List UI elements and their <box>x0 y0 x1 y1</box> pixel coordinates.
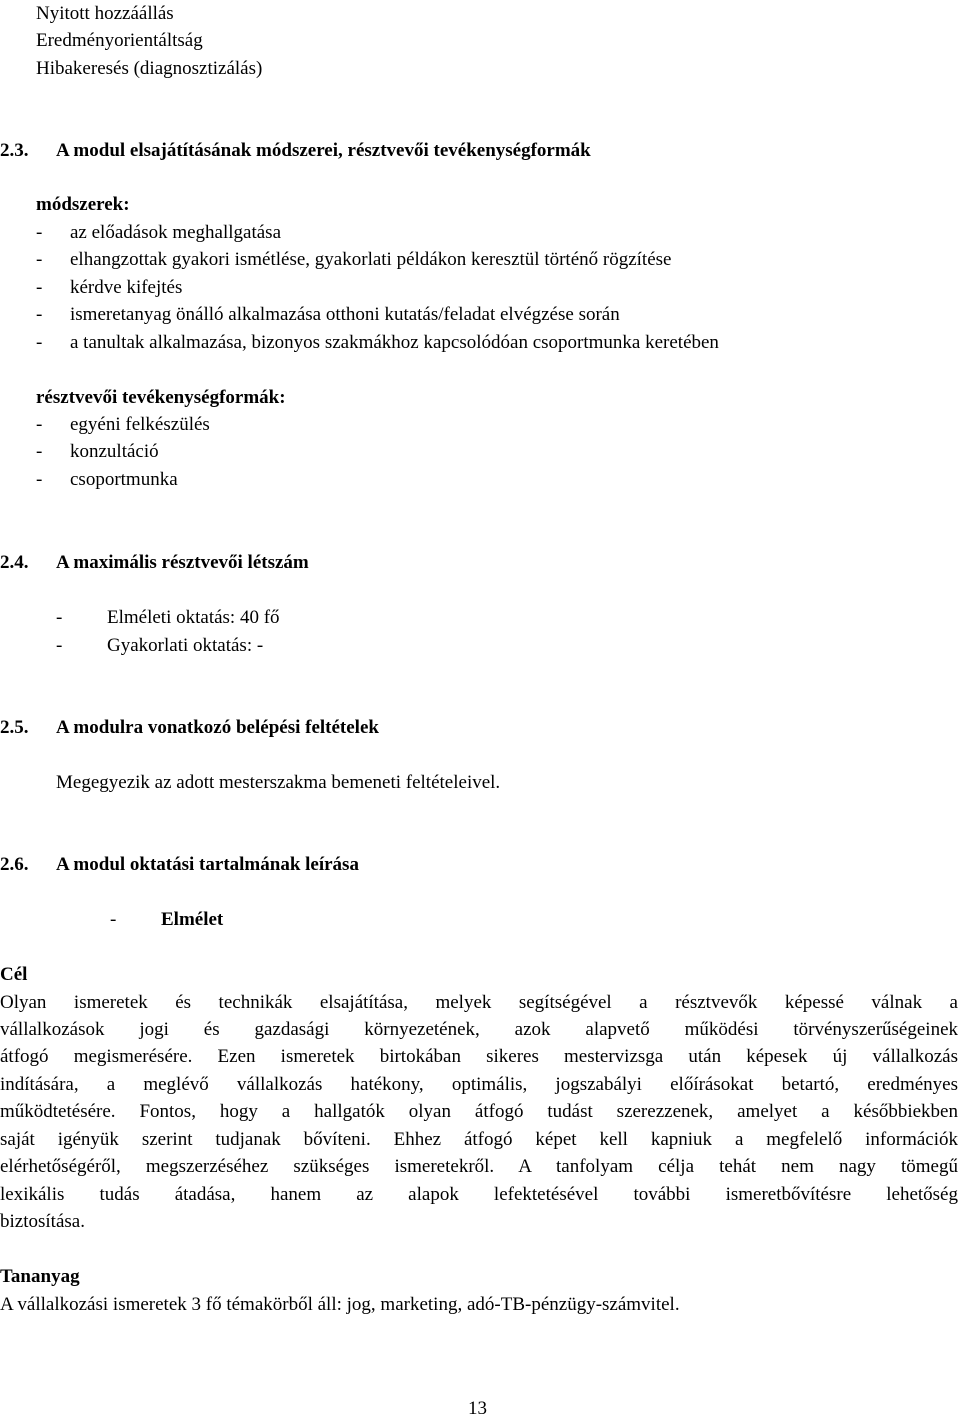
section-2-4-number: 2.4. <box>0 552 29 573</box>
list-item: - egyéni felkészülés <box>36 414 210 435</box>
cel-line: működtetésére. Fontos, hogy a hallgatók olyan átfogó tudást szerezzenek, amelyet a későbbiekben <box>0 1101 958 1122</box>
cel-line: lexikális tudás átadása, hanem az alapok lefektetésével további ismeretbővítésre lehetőség <box>0 1184 958 1205</box>
cel-line: indítására, a meglévő vállalkozás hatékony, optimális, jogszabályi előírásokat betartó, eredményes <box>0 1074 958 1095</box>
section-2-5-title: A modulra vonatkozó belépési feltételek <box>56 717 379 738</box>
top-line-2: Eredményorientáltság <box>36 30 203 51</box>
section-2-3-title: A modul elsajátításának módszerei, résztvevői tevékenységformák <box>56 140 591 161</box>
list-item: - ismeretanyag önálló alkalmazása otthoni kutatás/feladat elvégzése során <box>36 304 620 325</box>
list-item: - Gyakorlati oktatás: - <box>56 635 264 656</box>
section-2-5-text: Megegyezik az adott mesterszakma bemeneti feltételeivel. <box>56 772 501 793</box>
list-item: - elhangzottak gyakori ismétlése, gyakorlati példákon keresztül történő rögzítése <box>36 249 672 270</box>
list-item: - az előadások meghallgatása <box>36 222 282 243</box>
methods-heading: módszerek: <box>36 194 130 215</box>
cel-line: Olyan ismeretek és technikák elsajátítása, melyek segítségével a résztvevők képessé válnak a <box>0 992 958 1013</box>
cel-line: vállalkozások jogi és gazdasági környezetének, azok alapvető működési törvényszerűségeinek <box>0 1019 958 1040</box>
section-2-3-number: 2.3. <box>0 140 29 161</box>
cel-line: saját igényük szerint tudjanak bővíteni. Ehhez átfogó képet kell kapniuk a megfelelő információk <box>0 1129 958 1150</box>
forms-heading: résztvevői tevékenységformák: <box>36 387 286 408</box>
section-2-5-number: 2.5. <box>0 717 29 738</box>
tananyag-heading: Tananyag <box>0 1266 80 1287</box>
list-item: - Elméleti oktatás: 40 fő <box>56 607 280 628</box>
top-line-3: Hibakeresés (diagnosztizálás) <box>36 58 263 79</box>
list-item: - kérdve kifejtés <box>36 277 183 298</box>
list-item: - csoportmunka <box>36 469 178 490</box>
cel-line: átfogó megismerésére. Ezen ismeretek birtokában sikeres mestervizsga után képesek új vállalkozás <box>0 1046 958 1067</box>
cel-heading: Cél <box>0 964 28 985</box>
cel-line: biztosítása. <box>0 1211 85 1232</box>
section-2-6-number: 2.6. <box>0 854 29 875</box>
tananyag-text: A vállalkozási ismeretek 3 fő témakörből áll: jog, marketing, adó-TB-pénzügy-számvitel. <box>0 1294 680 1315</box>
page-number: 13 <box>468 1398 487 1419</box>
list-item: - a tanultak alkalmazása, bizonyos szakmákhoz kapcsolódóan csoportmunka keretében <box>36 332 719 353</box>
top-line-1: Nyitott hozzáállás <box>36 3 174 24</box>
section-2-6-title: A modul oktatási tartalmának leírása <box>56 854 359 875</box>
list-item: - konzultáció <box>36 441 159 462</box>
section-2-4-title: A maximális résztvevői létszám <box>56 552 309 573</box>
cel-line: elérhetőségéről, megszerzéséhez szükséges ismeretekről. A tanfolyam célja tehát nem nagy tömegű <box>0 1156 958 1177</box>
subsection-elmelet: - Elmélet <box>110 909 224 930</box>
